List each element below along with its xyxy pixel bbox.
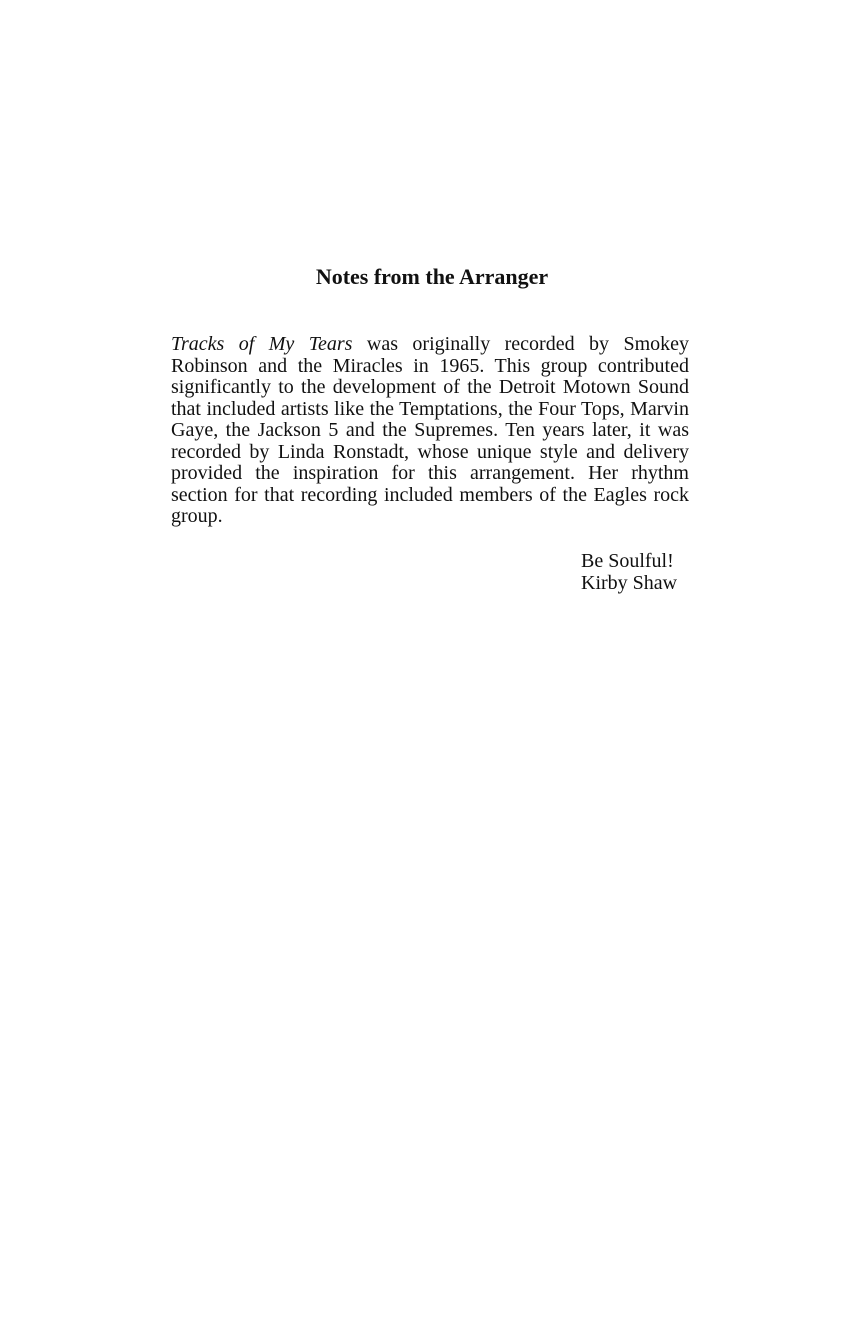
page-title: Notes from the Arranger — [315, 264, 549, 289]
signoff — [581, 550, 781, 594]
body-paragraph — [171, 334, 689, 528]
song-title: Tracks of My Tears — [171, 333, 353, 355]
closing-text: Be Soulful! — [581, 550, 674, 572]
body-text: was originally recorded by Smokey Robinson and the Miracles in 1965. This group contributed significantly to the development of the Detroit Motown Sound that included artists like the Temptations, the Four Tops, Marvin Gaye, the Jackson 5 and the Supremes. Ten years later, it was recorded by Linda Ronstadt, whose unique style and delivery provided the inspiration for this arrangement. Her rhythm section for that recording included members of the Eagles rock group. — [171, 333, 690, 527]
author-name: Kirby Shaw — [581, 572, 678, 594]
